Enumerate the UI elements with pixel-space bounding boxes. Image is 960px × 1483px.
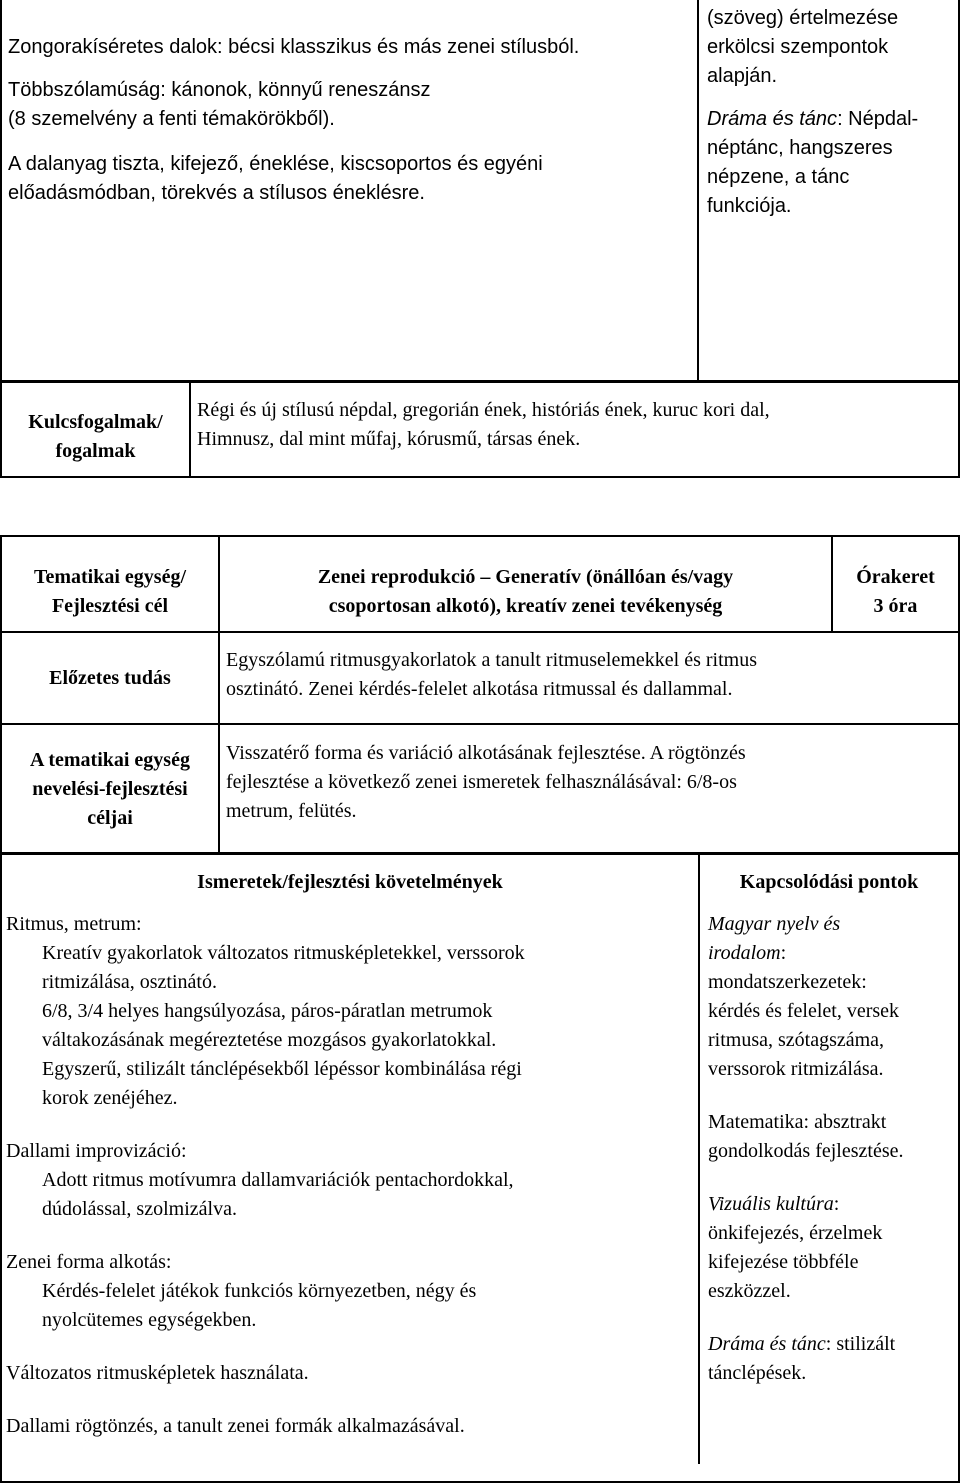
requirement-line: dúdolással, szolmizálva. — [42, 1198, 237, 1220]
magyar-line: ritmusa, szótagszáma, — [708, 1029, 885, 1051]
key-concepts-divider — [189, 381, 191, 478]
top-right-line: (szöveg) értelmezése — [707, 7, 899, 29]
prior-knowledge-line: Egyszólamú ritmusgyakorlatok a tanult ritmuselemekkel és ritmus — [226, 649, 757, 671]
requirement-line: Kreatív gyakorlatok változatos ritmusképletekkel, verssorok — [42, 942, 525, 964]
connections-header-text: Kapcsolódási pontok — [739, 871, 919, 893]
magyar-label-line: Magyar nyelv és — [708, 913, 841, 935]
top-table-divider — [697, 0, 699, 382]
top-left-line: A dalanyag tiszta, kifejező, éneklése, kiscsoportos és egyéni — [8, 153, 543, 175]
matek-line: Matematika: absztrakt — [708, 1111, 887, 1133]
top-left-line: Többszólamúság: kánonok, könnyű reneszánsz — [8, 79, 431, 101]
goals-text — [226, 739, 954, 826]
unit-row-divider — [0, 723, 960, 725]
prior-knowledge-label — [2, 664, 218, 693]
requirements-header — [2, 868, 698, 897]
top-right-line: alapján. — [707, 65, 778, 87]
connections-body — [708, 910, 958, 1388]
standalone-line: Változatos ritmusképletek használata. — [6, 1362, 309, 1384]
magyar-line: mondatszerkezetek: — [708, 971, 867, 993]
hours-label: Órakeret — [856, 566, 935, 588]
top-left-line: előadásmódban, törekvés a stílusos éneklésre. — [8, 182, 425, 204]
top-right-line: funkciója. — [707, 195, 792, 217]
key-concepts-label-line: Kulcsfogalmak/ — [28, 411, 163, 433]
magyar-label-text: irodalom — [708, 942, 781, 964]
vizualis-line: eszközzel. — [708, 1280, 791, 1302]
hours-value: 3 óra — [873, 595, 918, 617]
drama-connection-line — [708, 1330, 958, 1359]
prior-knowledge-label-text: Előzetes tudás — [49, 667, 171, 689]
prior-knowledge-text — [226, 646, 954, 704]
requirement-line: váltakozásának megéreztetése mozgásos gyakorlatokkal. — [42, 1029, 497, 1051]
unit-row-divider — [0, 631, 960, 633]
key-concepts-line: Régi és új stílusú népdal, gregorián ének, históriás ének, kuruc kori dal, — [197, 399, 770, 421]
top-right-line: erkölcsi szempontok — [707, 36, 889, 58]
top-right-cell — [707, 4, 957, 221]
magyar-label-line: irodalom: — [708, 942, 787, 964]
unit-label — [2, 563, 218, 621]
goals-label-line: A tematikai egység — [30, 749, 190, 771]
unit-title-line: Zenei reprodukció – Generatív (önállóan és/vagy — [317, 566, 734, 588]
drama-connection-label: Dráma és tánc — [708, 1333, 826, 1355]
requirements-header-text: Ismeretek/fejlesztési követelmények — [197, 871, 503, 893]
requirement-line: korok zenéjéhez. — [42, 1087, 178, 1109]
key-concepts-text — [197, 396, 955, 454]
goals-line: metrum, felütés. — [226, 800, 357, 822]
connections-header — [700, 868, 958, 897]
requirement-line: Adott ritmus motívumra dallamvariációk pentachordokkal, — [42, 1169, 514, 1191]
drama-connection-line: tánclépések. — [708, 1362, 807, 1384]
unit-label-line: Fejlesztési cél — [51, 595, 169, 617]
top-left-cell — [8, 33, 688, 208]
unit-label-line: Tematikai egység/ — [33, 566, 187, 588]
prior-knowledge-line: osztinátó. Zenei kérdés-felelet alkotása ritmussal és dallammal. — [226, 678, 733, 700]
drama-subject-label: Dráma és tánc — [707, 108, 838, 130]
top-right-drama-line — [707, 105, 957, 134]
top-left-line: (8 szemelvény a fenti témakörökből). — [8, 108, 335, 130]
goals-label-line: céljai — [87, 807, 133, 829]
drama-connection-text: : stilizált — [825, 1333, 896, 1355]
requirement-line: Kérdés-felelet játékok funkciós környezetben, négy és — [42, 1280, 477, 1302]
requirement-line: ritmizálása, osztinátó. — [42, 971, 217, 993]
vizualis-line: önkifejezés, érzelmek — [708, 1222, 883, 1244]
vizualis-line: kifejezése többféle — [708, 1251, 859, 1273]
drama-text: : Népdal- — [837, 108, 919, 130]
magyar-line: kérdés és felelet, versek — [708, 1000, 900, 1022]
goals-line: Visszatérő forma és variáció alkotásának fejlesztése. A rögtönzés — [226, 742, 746, 764]
vizualis-label-line: Vizuális kultúra: — [708, 1193, 840, 1215]
top-left-line: Zongorakíséretes dalok: bécsi klasszikus és más zenei stílusból. — [8, 36, 580, 58]
key-concepts-label — [2, 408, 189, 466]
requirement-line: Egyszerű, stilizált tánclépésekből lépéssor kombinálása régi — [42, 1058, 522, 1080]
matek-line: gondolkodás fejlesztése. — [708, 1140, 904, 1162]
goals-label — [2, 746, 218, 833]
requirement-line: 6/8, 3/4 helyes hangsúlyozása, páros-páratlan metrumok — [42, 1000, 493, 1022]
requirements-divider — [698, 853, 700, 1464]
section-heading: Ritmus, metrum: — [6, 913, 142, 935]
requirement-line: nyolcütemes egységekben. — [42, 1309, 257, 1331]
hours-cell — [833, 563, 958, 621]
top-right-line: népzene, a tánc — [707, 166, 850, 188]
section-heading: Zenei forma alkotás: — [6, 1251, 172, 1273]
magyar-line: verssorok ritmizálása. — [708, 1058, 884, 1080]
key-concepts-label-line: fogalmak — [55, 440, 136, 462]
unit-title-line: csoportosan alkotó), kreatív zenei tevékenység — [328, 595, 723, 617]
unit-title — [220, 563, 831, 621]
top-right-line: néptánc, hangszeres — [707, 137, 893, 159]
goals-label-line: nevelési-fejlesztési — [32, 778, 188, 800]
vizualis-label: Vizuális kultúra — [708, 1193, 834, 1215]
requirements-body — [6, 910, 694, 1441]
key-concepts-line: Himnusz, dal mint műfaj, kórusmű, társas ének. — [197, 428, 581, 450]
goals-line: fejlesztése a következő zenei ismeretek felhasználásával: 6/8-os — [226, 771, 737, 793]
standalone-line: Dallami rögtönzés, a tanult zenei formák alkalmazásával. — [6, 1415, 465, 1437]
section-heading: Dallami improvizáció: — [6, 1140, 187, 1162]
